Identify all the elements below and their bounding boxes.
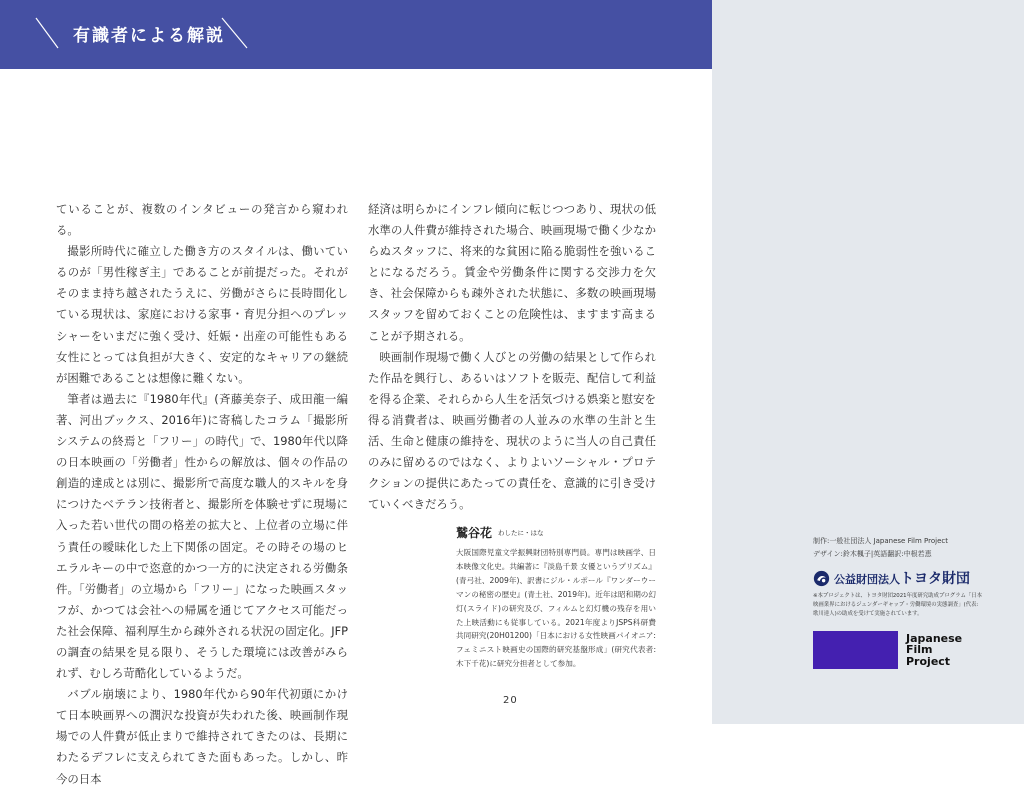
toyota-name-main: トヨタ財団	[900, 571, 970, 587]
body-column-left	[56, 199, 348, 790]
section-title: 有識者による解説	[73, 26, 225, 46]
credits	[813, 535, 948, 561]
toyota-name-prefix: 公益財団法人	[834, 573, 900, 586]
paragraph: バブル崩壊により、1980年代から90年代初頭にかけて日本映画界への潤沢な投資が失われた後、映画制作現場での人件費が低止まりで維持されてきたのは、長期にわたるデフレに支えられてきた面もあった。しかし、昨今の日本	[56, 687, 348, 786]
jfp-line-3: Project	[906, 654, 951, 668]
toyota-foundation	[813, 567, 983, 618]
jfp-logo	[813, 631, 962, 669]
credit-design: デザイン:鈴木楓子|英語翻訳:中根若恵	[813, 550, 932, 558]
toyota-note: ※本プロジェクトは、トヨタ財団2021年度研究助成プログラム「日本映画業界におけるジェンダーギャップ・労働環境の実態調査」(代表:歌川達人)の助成を受けて実施されています。	[813, 593, 983, 617]
paragraph: 映画制作現場で働く人びとの労働の結果として作られた作品を興行し、あるいはソフトを販売、配信して利益を得る企業、それらから人生を活気づける娯楽と慰安を得る消費者は、映画労働者の人並みの水準の生計と生活、生命と健康の維持を、現状のように当人の自己責任のみに留めるのではなく、よりよいソーシャル・プロテクションの提供にあたっての責任を、意識的に引き受けていくべきだろう。	[368, 349, 656, 512]
body-column-right	[368, 199, 656, 515]
author-reading: わしたに・はな	[498, 529, 544, 537]
toyota-logo	[813, 567, 983, 589]
jfp-wordmark	[906, 633, 962, 668]
paragraph: 撮影所時代に確立した働き方のスタイルは、働いているのが「男性稼ぎ主」であることが前提だった。それがそのまま持ち越されたうえに、労働がさらに長時間化している現状は、家庭における家事・育児分担へのプレッシャーをいまだに強く受け、妊娠・出産の可能性もある女性にとっては負担が大きく、安定的なキャリアの継続が困難であることは想像に難くない。	[56, 244, 348, 385]
author-profile	[456, 524, 656, 671]
page-number: 20	[503, 695, 518, 706]
author-name-line	[456, 524, 656, 541]
toyota-foundation-mark-icon	[813, 570, 830, 587]
jfp-line-1: Japanese	[906, 631, 963, 645]
paragraph: 経済は明らかにインフレ傾向に転じつつあり、現状の低水準の人件費が維持された場合、映画現場で働く少なからぬスタッフに、将来的な貧困に陥る脆弱性を強いることになるだろう。賃金や労働条件に関する交渉力を欠き、社会保障からも疎外された状態に、多数の映画現場スタッフを留めておくことの危険性は、ますます高まることが予期される。	[368, 202, 656, 343]
author-name: 鷲谷花	[456, 526, 493, 540]
jfp-line-2: Film	[906, 643, 933, 657]
paragraph: ていることが、複数のインタビューの発言から窺われる。	[56, 202, 348, 238]
jfp-color-block	[813, 631, 898, 669]
credit-production: 制作:一般社団法人 Japanese Film Project	[813, 537, 948, 545]
author-bio: 大阪国際児童文学振興財団特別専門員。専門は映画学、日本映像文化史。共編著に『淡島千景 女優というプリズム』(青弓社、2009年)、訳書にジル・ルポール『ワンダーウーマンの秘密の歴史』(青土社、2019年)。近年は昭和期の幻灯(スライド)の研究及び、フィルムと幻灯機の残存を用いた上映活動にも従事している。2021年度よりJSPS科研費共同研究(20H01200)「日本における女性映画パイオニア:フェミニスト映画史の国際的研究基盤形成」(研究代表者:木下千花)に研究分担者として参加。	[456, 548, 656, 669]
toyota-name	[834, 568, 970, 588]
header-band	[0, 0, 712, 69]
paragraph: 筆者は過去に『1980年代』(斉藤美奈子、成田龍一編著、河出ブックス、2016年)に寄稿したコラム「撮影所システムの終焉と「フリー」の時代」で、1980年代以降の日本映画の「労働者」性からの解放は、個々の作品の創造的達成とは別に、撮影所で高度な職人的スキルを身につけたベテラン技術者と、撮影所を体験せずに現場に入った若い世代の間の格差の拡大と、上位者の立場に伴う責任の曖昧化した上下関係の固定。その時その場のヒエラルキーの中で恣意的かつ一方的に決定される労働条件。「労働者」の立場から「フリー」になった映画スタッフが、かつては会社への帰属を通じてアクセス可能だった社会保障、福利厚生から疎外される状況の固定化。JFPの調査の結果を見る限り、そうした環境には改善がみられず、むしろ苛酷化しているようだ。	[56, 391, 348, 681]
